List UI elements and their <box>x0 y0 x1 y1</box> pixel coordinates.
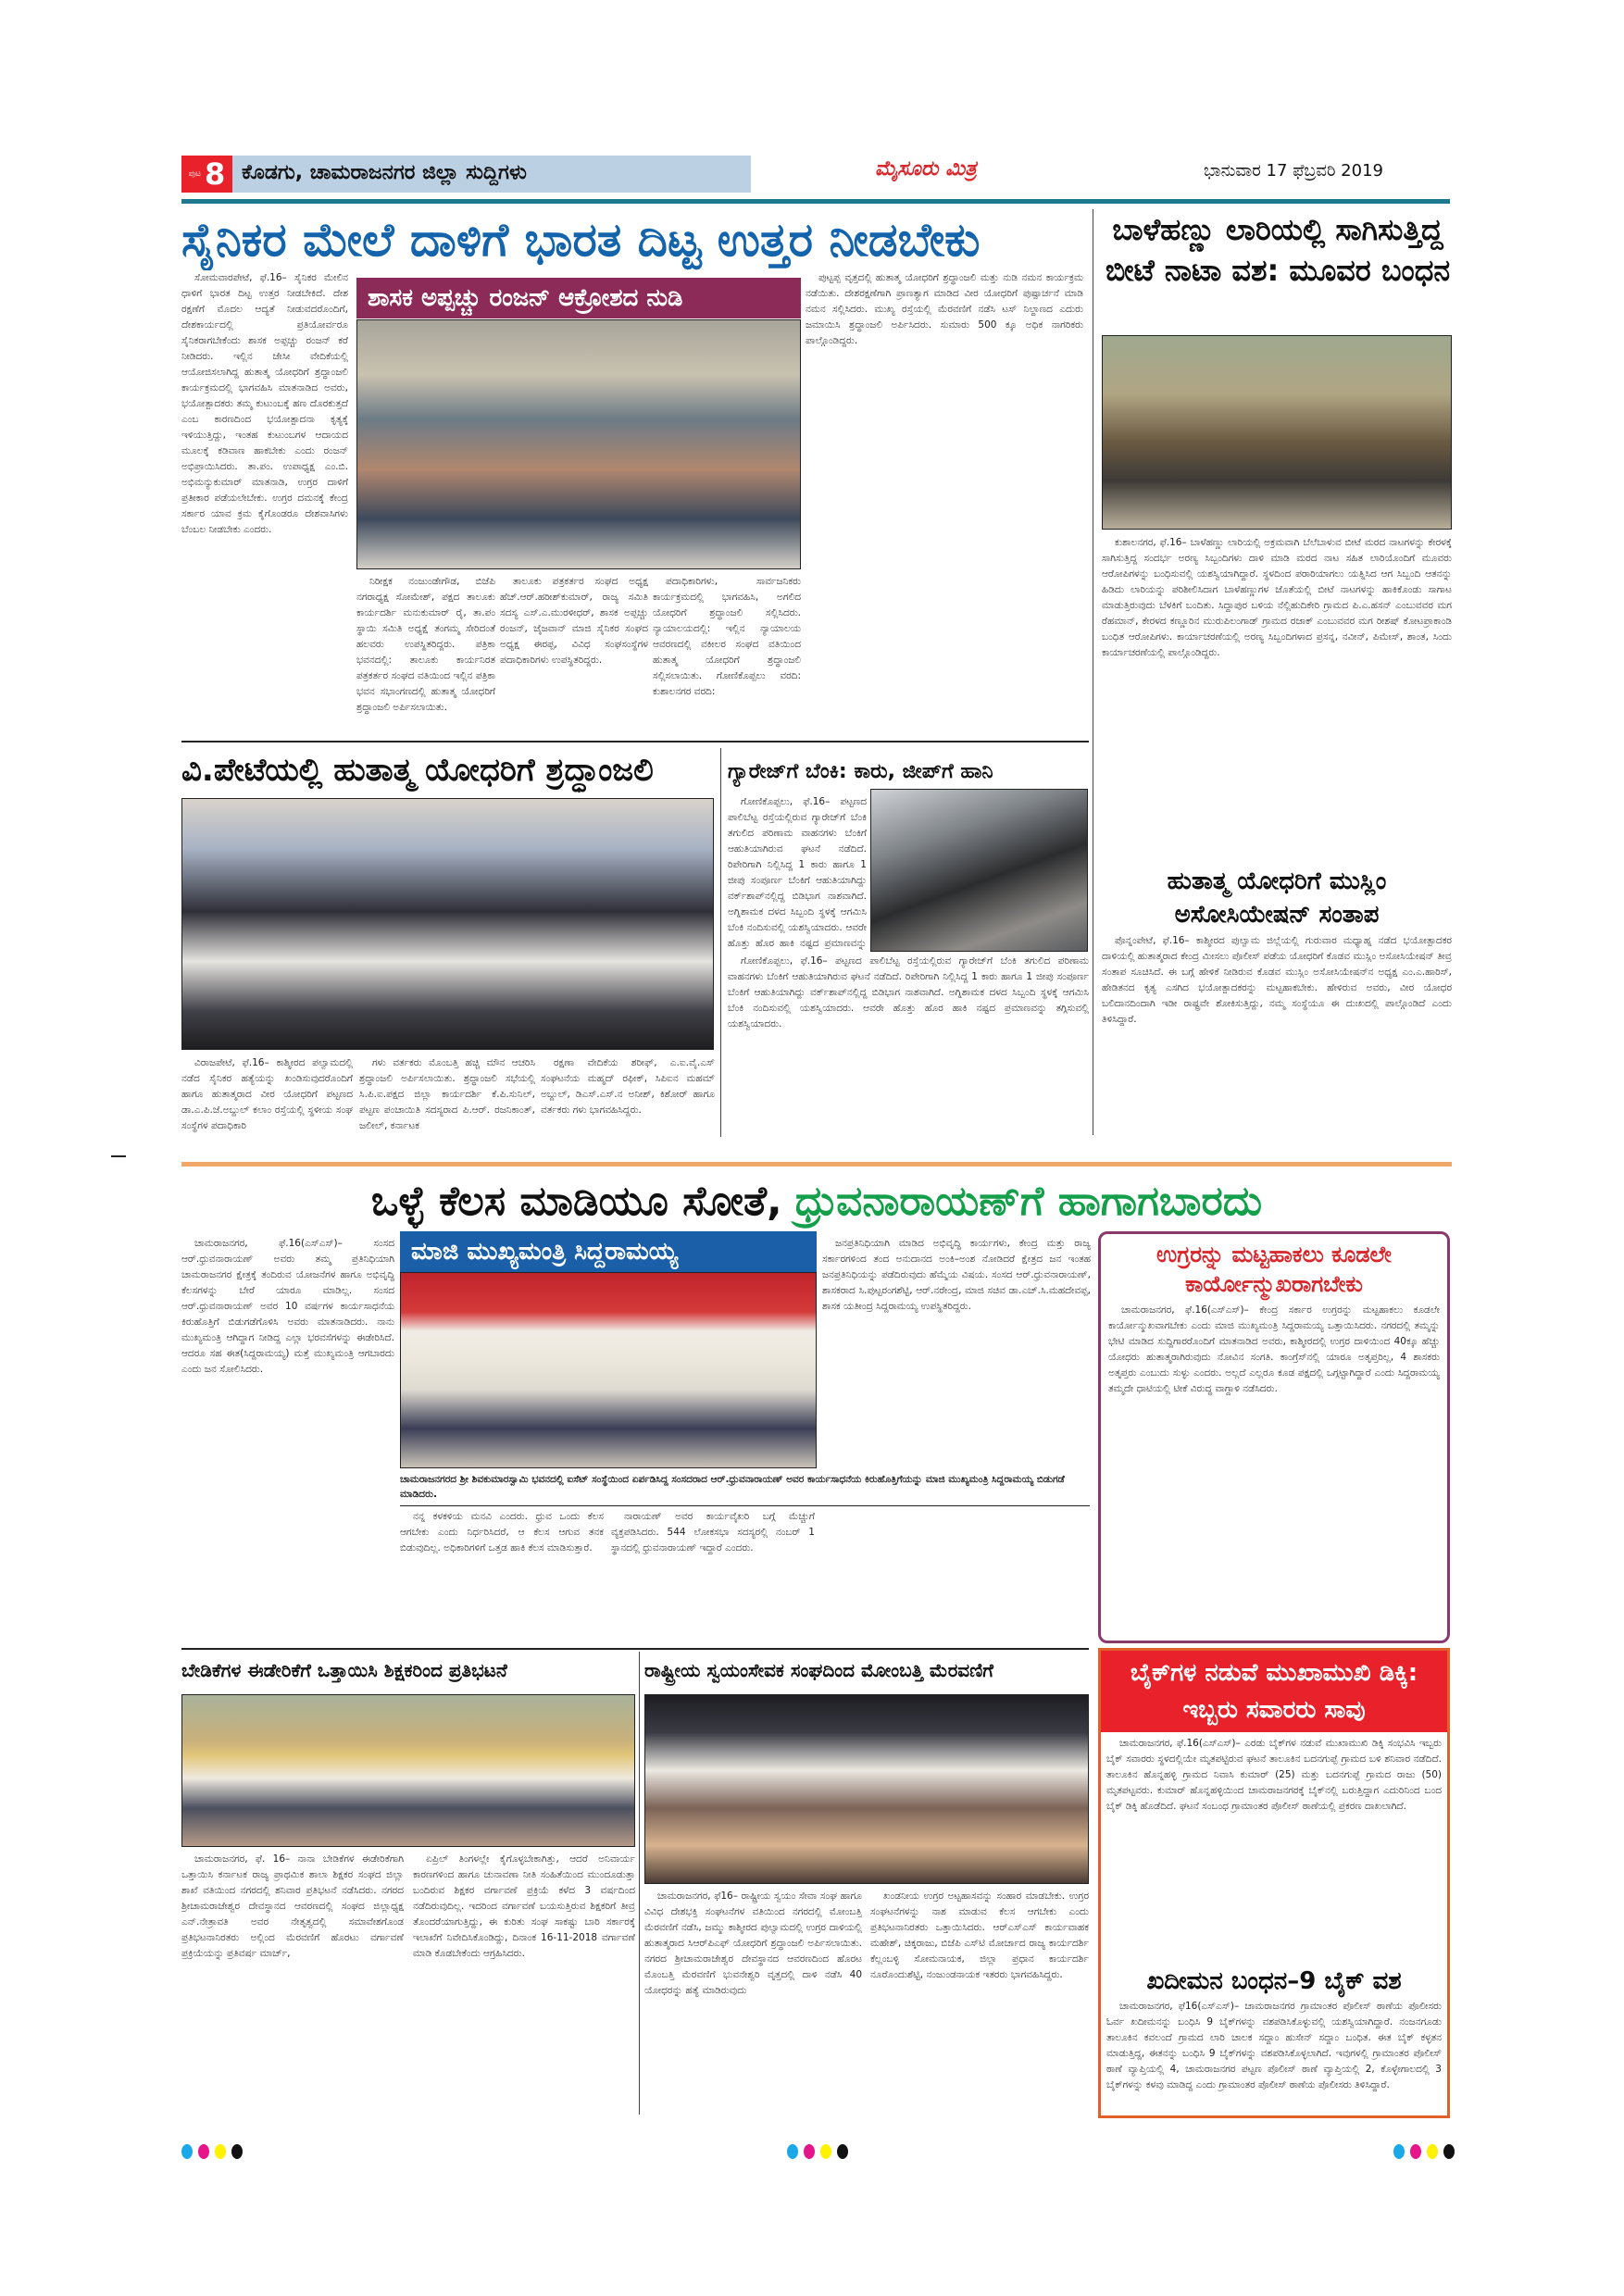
registration-dot-black <box>231 2144 243 2159</box>
story-dhruvanarayan-col4: ಜನಪ್ರತಿನಿಧಿಯಾಗಿ ಮಾಡಿದ ಅಭಿವೃದ್ಧಿ ಕಾರ್ಯಗಳು, ಕೇಂದ್ರ ಮತ್ತು ರಾಜ್ಯ ಸರ್ಕಾರಗಳಿಂದ ತಂದ ಅನುದಾನದ ಅಂಕಿ–ಅಂಶ ನೋಡಿದರೆ ಕ್ಷೇತ್ರದ ಜನ ಇಂತಹ ಜನಪ್ರತಿನಿಧಿಯನ್ನು ಪಡೆದಿರುವುದು ಹೆಮ್ಮೆಯ ವಿಷಯ. ಸಂಸದ ಆರ್.ಧ್ರುವನಾರಾಯಣ್, ಶಾಸಕರಾದ ಸಿ.ಪುಟ್ಟರಂಗಶೆಟ್ಟಿ, ಆರ್.ನರೇಂದ್ರ, ಮಾಜಿ ಸಚಿವ ಡಾ.ಎಚ್.ಸಿ.ಮಹದೇವಪ್ಪ, ಶಾಸಕ ಯತೀಂದ್ರ ಸಿದ್ದರಾಮಯ್ಯ ಉಪಸ್ಥಿತರಿದ್ದರು. <box>822 1238 1091 1312</box>
headline-part-black: ಒಳ್ಳೆ ಕೆಲಸ ಮಾಡಿಯೂ ಸೋತೆ, <box>370 1178 782 1225</box>
section-rule <box>181 741 1089 742</box>
story-soldiers-col3: ತಾಲೂಕು ಪತ್ರಕರ್ತರ ಸಂಘದ ಅಧ್ಯಕ್ಷ ಹೆಚ್.ಆರ್.ಹರೀಶ್‌ಕುಮಾರ್, ರಾಜ್ಯ ಸಮಿತಿ ಸದಸ್ಯ ಎಸ್.ಎ.ಮುರಳೀಧರ್, ಶಾಸಕ ಅಪ್ಪಚ್ಚು ರಂಜನ್, ಜೈಜವಾನ್ ಮಾಜಿ ಸೈನಿಕರ ಸಂಘದ ಅಧ್ಯಕ್ಷ ಈರಪ್ಪ, ವಿವಿಧ ಸಂಘಸಂಸ್ಥೆಗಳ ಪದಾಧಿಕಾರಿಗಳು ಉಪಸ್ಥಿತರಿದ್ದರು. <box>500 576 648 666</box>
registration-marks-center <box>787 2144 848 2159</box>
registration-dot-black <box>837 2144 848 2159</box>
registration-dot-black <box>1443 2144 1455 2159</box>
story-soldiers-col1: ಸೋಮವಾರಪೇಟೆ, ಫೆ.16– ಸೈನಿಕರ ಮೇಲಿನ ಧಾಳಿಗೆ ಭಾರತ ದಿಟ್ಟ ಉತ್ತರ ನೀಡಬೇಕಿದೆ. ದೇಶ ರಕ್ಷಣೆಗೆ ಮೊದಲ ಆದ್ಯತೆ ನೀಡುವದರೊಂದಿಗೆ, ದೇಶಕಾರ್ಯದಲ್ಲಿ ಪ್ರತಿಯೋರ್ವರೂ ಸೈನಿಕರಾಗಬೇಕೆಂದು ಶಾಸಕ ಅಪ್ಪಚ್ಚು ರಂಜನ್ ಕರೆ ನೀಡಿದರು. ಇಲ್ಲಿನ ಜೇಸೀ ವೇದಿಕೆಯಲ್ಲಿ ಆಯೋಜಿಸಲಾಗಿದ್ದ ಹುತಾತ್ಮ ಯೋಧರಿಗೆ ಶ್ರದ್ಧಾಂಜಲಿ ಕಾರ್ಯಕ್ರಮದಲ್ಲಿ ಭಾಗವಹಿಸಿ ಮಾತನಾಡಿದ ಅವರು, ಭಯೋತ್ಪಾದಕರು ತಮ್ಮ ಕುಟುಂಬಕ್ಕೆ ಹಣ ದೊರಕುತ್ತದೆ ಎಂಬ ಕಾರಣದಿಂದ ಭಯೋತ್ಪಾದನಾ ಕೃತ್ಯಕ್ಕೆ ಇಳಿಯುತ್ತಿದ್ದು, ಇಂತಹ ಕುಟುಂಬಗಳ ಆದಾಯದ ಮೂಲಕ್ಕೆ ಕಡಿವಾಣ ಹಾಕಬೇಕು ಎಂದು ರಂಜನ್ ಅಭಿಪ್ರಾಯಿಸಿದರು. ತಾ.ಪಂ. ಉಪಾಧ್ಯಕ್ಷ ಎಂ.ಬಿ. ಅಭಿಮನ್ಯುಕುಮಾರ್ ಮಾತನಾಡಿ, ಉಗ್ರರ ದಾಳಿಗೆ ಪ್ರತೀಕಾರ ಪಡೆಯಲೇಬೇಕು. ಉಗ್ರರ ದಮನಕ್ಕೆ ಕೇಂದ್ರ ಸರ್ಕಾರ ಯಾವ ಕ್ರಮ ಕೈಗೊಂಡರೂ ದೇಶವಾಸಿಗಳು ಬೆಂಬಲ ನೀಡಬೇಕು ಎಂದರು. <box>181 272 348 535</box>
registration-dot-cyan <box>181 2144 193 2159</box>
story-vpet-col1: ವಿರಾಜಪೇಟೆ, ಫೆ.16– ಕಾಶ್ಮೀರದ ಪಲ್ವಾಮದಲ್ಲಿ ನಡೆದ ಸೈನಿಕರ ಹತ್ಯೆಯನ್ನು ಖಂಡಿಸುವುದರೊಂದಿಗೆ ಹಾಗೂ ಹುತಾತ್ಮರಾದ ವೀರ ಯೋಧರಿಗೆ ಪಟ್ಟಣದ ಡಾ.ಎ.ಪಿ.ಜೆ.ಅಬ್ದುಲ್ ಕಲಾಂ ರಸ್ತೆಯಲ್ಲಿ ಸ್ಥಳೀಯ ಸಂಘ ಸಂಸ್ಥೆಗಳ ಪದಾಧಿಕಾರಿ <box>181 1057 353 1131</box>
story-vpet-col2: ಗಳು ವರ್ತಕರು ಮೊಂಬತ್ತಿ ಹಚ್ಚಿ ಮೌನ ಆಚರಿಸಿ ಶ್ರದ್ಧಾಂಜಲಿ ಅರ್ಪಿಸಲಾಯಿತು. ಶ್ರದ್ಧಾಂಜಲಿ ಸಭೆಯಲ್ಲಿ ಸಿ.ಪಿ.ಐ.ಪಕ್ಷದ ಜಿಲ್ಲಾ ಕಾರ್ಯದರ್ಶಿ ಕೆ.ಪಿ.ಸುನಿಲ್, ಪಟ್ಟಣ ಪಂಚಾಯಿತಿ ಸದಸ್ಯರಾದ ಪಿ.ಆರ್. ರಜನಿಕಾಂತ್, ಜಲೀಲ್, ಕರ್ನಾಟಕ <box>359 1057 535 1131</box>
registration-dot-magenta <box>198 2144 209 2159</box>
story-banana-lorry-body: ಕುಶಾಲನಗರ, ಫೆ.16– ಬಾಳೆಹಣ್ಣು ಲಾರಿಯಲ್ಲಿ ಅಕ್ರಮವಾಗಿ ಬೆಲೆಬಾಳುವ ಬೀಟೆ ಮರದ ನಾಟಗಳನ್ನು ಕೇರಳಕ್ಕೆ ಸಾಗಿಸುತ್ತಿದ್ದ ಸಂದರ್ಭ ಅರಣ್ಯ ಸಿಬ್ಬಂದಿಗಳು ದಾಳಿ ಮಾಡಿ ಮರದ ನಾಟ ಸಹಿತ ಲಾರಿಯೊಂದಿಗೆ ಮೂವರು ಆರೋಪಿಗಳನ್ನು ಬಂಧಿಸುವಲ್ಲಿ ಯಶಸ್ವಿಯಾಗಿದ್ದಾರೆ. ಸ್ಥಳದಿಂದ ಪರಾರಿಯಾಗಲು ಯತ್ನಿಸಿದ ಆಗ ಸಿಬ್ಬಂದಿ ಆತನನ್ನು ಹಿಡಿದು ಲಾರಿಯನ್ನು ಪರಿಶೀಲಿಸಿದಾಗ ಬಾಳೆಹಣ್ಣುಗಳ ಜೊತೆಯಲ್ಲಿ ಬೀಟೆ ನಾಟಗಳನ್ನು ಹಾಕಿಕೊಂಡು ಸಾಗಾಟ ಮಾಡುತ್ತಿರುವುದು ಬೆಳಕಿಗೆ ಬಂದಿತು. ಸಿದ್ದಾಪುರ ಬಳಿಯ ನೆಲ್ಲಿಹುದಿಕೇರಿ ಗ್ರಾಮದ ಪಿ.ಎ.ಹಸನ್ ಎಂಬುವವರ ಮಗ ರೆಹಮಾನ್, ಕೇರಳದ ಕಣ್ಣೂರಿನ ಮುರುಪಿಲಂಗಾಡ್ ಗ್ರಾಮದ ರಜಾಕ್ ಎಂಬುವವರ ಮಗ ರೀಶಷ್ ಕೋಟಪ್ರಾಕಾಂಡಿ ಬಂಧಿತ ಆರೋಪಿಗಳು. ಕಾರ್ಯಾಚರಣೆಯಲ್ಲಿ ಅರಣ್ಯ ಸಿಬ್ಬಂದಿಗಳಾದ ಪ್ರಸನ್ನ, ನವೀನ್, ಪಿಮೇಸ್, ಶಾಂತ, ಸಿಂದು ಕಾರ್ಯಾಚರಣೆಯಲ್ಲಿ ಪಾಲ್ಗೊಂಡಿದ್ದರು. <box>1102 537 1452 658</box>
registration-dot-yellow <box>820 2144 831 2159</box>
registration-marks-right <box>1393 2144 1455 2159</box>
story-garage-fire-body: ಗೋಣಿಕೊಪ್ಪಲು, ಫೆ.16– ಪಟ್ಟಣದ ಪಾಲಿಬೆಟ್ಟ ರಸ್ತೆಯಲ್ಲಿರುವ ಗ್ಯಾರೇಜ್‌ಗೆ ಬೆಂಕಿ ತಗುಲಿದ ಪರಿಣಾಮ ವಾಹನಗಳು ಬೆಂಕಿಗೆ ಆಹುತಿಯಾಗಿರುವ ಘಟನೆ ನಡೆದಿದೆ. ರಿಪೇರಿಗಾಗಿ ನಿಲ್ಲಿಸಿದ್ದ 1 ಕಾರು ಹಾಗೂ 1 ಜೀಪು ಸಂಪೂರ್ಣ ಬೆಂಕಿಗೆ ಆಹುತಿಯಾಗಿದ್ದು ವರ್ಕ್‌ಶಾಪ್‌ನಲ್ಲಿದ್ದ ಬಿಡಿಭಾಗ ನಾಶವಾಗಿದೆ. ಅಗ್ನಿಶಾಮಕ ದಳದ ಸಿಬ್ಬಂದಿ ಸ್ಥಳಕ್ಕೆ ಆಗಮಿಸಿ ಬೆಂಕಿ ನಂದಿಸುವಲ್ಲಿ ಯಶಸ್ವಿಯಾದರು. ಆವರೇ ಹೊತ್ತು ಹೊರ ಹಾಕಿ ನಷ್ಟದ ಪ್ರಮಾಣವನ್ನು <box>728 796 867 949</box>
banner-siddaramaiah: ಮಾಜಿ ಮುಖ್ಯಮಂತ್ರಿ ಸಿದ್ದರಾಮಯ್ಯ <box>400 1231 817 1272</box>
page-number-badge <box>181 156 232 193</box>
registration-dot-cyan <box>1393 2144 1405 2159</box>
headline-muslim-association: ಹುತಾತ್ಮ ಯೋಧರಿಗೆ ಮುಸ್ಲಿಂ ಅಸೋಸಿಯೇಷನ್ ಸಂತಾಪ <box>1167 867 1387 929</box>
headline-part-green: ಧ್ರುವನಾರಾಯಣ್‌ಗೆ ಹಾಗಾಗಬಾರದು <box>794 1178 1263 1225</box>
headline-terrorists: ಉಗ್ರರನ್ನು ಮಟ್ಟಹಾಕಲು ಕೂಡಲೇ ಕಾರ್ಯೋನ್ಮುಖರಾಗಬೇಕು <box>1156 1242 1392 1297</box>
photo-caption-booklet-release: ಚಾಮರಾಜನಗರದ ಶ್ರೀ ಶಿವಕುಮಾರಸ್ವಾಮಿ ಭವನದಲ್ಲಿ ಐಸೆಟ್ ಸಂಸ್ಥೆಯಿಂದ ಏರ್ಪಡಿಸಿದ್ದ ಸಂಸದರಾದ ಆರ್.ಧ್ರುವನಾರಾಯಣ್ ಅವರ ಕಾರ್ಯಸಾಧನೆಯ ಕಿರುಹೊತ್ತಿಗೆಯನ್ನು ಮಾಜಿ ಮುಖ್ಯಮಂತ್ರಿ ಸಿದ್ದರಾಮಯ್ಯ ಬಿಡುಗಡೆ ಮಾಡಿದರು. <box>400 1474 1065 1500</box>
headline-soldiers: ಸೈನಿಕರ ಮೇಲೆ ದಾಳಿಗೆ ಭಾರತ ದಿಟ್ಟ ಉತ್ತರ ನೀಡಬೇಕು <box>181 213 981 267</box>
column-divider <box>720 748 721 1137</box>
story-dhruvanarayan-col2: ನನ್ನ ಕಳಕಳಿಯ ಮನವಿ ಎಂದರು. ಧ್ರುವ ಒಂದು ಕೆಲಸ ಆಗಬೇಕು ಎಂದು ನಿರ್ಧರಿಸಿದರೆ, ಆ ಕೆಲಸ ಆಗುವ ತನಕ ಬಿಡುವುದಿಲ್ಲ. ಅಧಿಕಾರಿಗಳಿಗೆ ಒತ್ತಡ ಹಾಕಿ ಕೆಲಸ ಮಾಡಿಸುತ್ತಾರೆ. <box>400 1511 604 1554</box>
registration-dot-magenta <box>804 2144 815 2159</box>
headline-teachers-protest: ಬೇಡಿಕೆಗಳ ಈಡೇರಿಕೆಗೆ ಒತ್ತಾಯಿಸಿ ಶಿಕ್ಷಕರಿಂದ ಪ್ರತಿಭಟನೆ <box>181 1659 507 1681</box>
story-rss-col2: ಖಂಡನೀಯ ಉಗ್ರರ ಅಟ್ಟಹಾಸವನ್ನು ಸಂಹಾರ ಮಾಡಬೇಕು. ಉಗ್ರರ ಸಂಘಟನೆಗಳನ್ನು ನಾಶ ಮಾಡುವ ಕೆಲಸ ಆಗಬೇಕು ಎಂದು ಪ್ರತಿಭಟನಾನಿರತರು ಒತ್ತಾಯಿಸಿದರು. ಆರ್‌ಎಸ್‌ಎಸ್ ಕಾರ್ಯವಾಹಕ ಮಹೇಶ್, ಚಿಕ್ಕರಾಜು, ಬಿಜೆಪಿ ಎಸ್‌ಟಿ ಮೋರ್ಚಾದ ರಾಜ್ಯ ಕಾರ್ಯದರ್ಶಿ ಕೆಲ್ಲಂಬಳ್ಳಿ ಸೋಮನಾಯಕ, ಜಿಲ್ಲಾ ಪ್ರಧಾನ ಕಾರ್ಯದರ್ಶಿ ನೂರೊಂದುಶೆಟ್ಟಿ, ನಂಜುಂಡನಾಯಕ ಇತರರು ಭಾಗವಹಿಸಿದ್ದರು. <box>870 1890 1089 1980</box>
box-bike-news <box>1098 1648 1450 2118</box>
column-divider <box>639 1652 640 2115</box>
photo-booklet-release-stage <box>400 1272 817 1468</box>
story-teachers-col1: ಚಾಮರಾಜನಗರ, ಫೆ. 16– ನಾನಾ ಬೇಡಿಕೆಗಳ ಈಡೇರಿಕೆಗಾಗಿ ಒತ್ತಾಯಿಸಿ ಕರ್ನಾಟಕ ರಾಜ್ಯ ಪ್ರಾಥಮಿಕ ಶಾಲಾ ಶಿಕ್ಷಕರ ಸಂಘದ ಜಿಲ್ಲಾ ಶಾಖೆ ವತಿಯಿಂದ ನಗರದಲ್ಲಿ ಶನಿವಾರ ಪ್ರತಿಭಟನೆ ನಡೆಸಿದರು. ನಗರದ ಶ್ರೀಚಾಮರಾಜೇಶ್ವರ ದೇವಸ್ಥಾನದ ಆವರಣದಲ್ಲಿ ಸಂಘದ ಜಿಲ್ಲಾಧ್ಯಕ್ಷ ಎನ್.ನೇತ್ರಾವತಿ ಅವರ ನೇತೃತ್ವದಲ್ಲಿ ಸಮಾವೇಶಗೊಂಡ ಪ್ರತಿಭಟನಾನಿರತರು ಅಲ್ಲಿಂದ ಮೆರವಣಿಗೆ ಹೊರಟು ವರ್ಗಾವಣೆ ಪ್ರಕ್ರಿಯೆಯನ್ನು ಪ್ರತಿವರ್ಷ ಮಾರ್ಚ್, <box>181 1853 404 1959</box>
registration-marks-left <box>181 2144 243 2159</box>
registration-dot-magenta <box>1410 2144 1421 2159</box>
headline-dhruvanarayan <box>181 1172 1452 1231</box>
headline-rss-candle-march: ರಾಷ್ಟ್ರೀಯ ಸ್ವಯಂಸೇವಕ ಸಂಘದಿಂದ ಮೋಂಬತ್ತಿ ಮೆರವಣಿಗೆ <box>644 1659 993 1681</box>
headline-banana-lorry: ಬಾಳೆಹಣ್ಣು ಲಾರಿಯಲ್ಲಿ ಸಾಗಿಸುತ್ತಿದ್ದ ಬೀಟೆ ನಾಟಾ ವಶ: ಮೂವರ ಬಂಧನ <box>1105 212 1451 288</box>
newspaper-logo: ಮೈಸೂರು ಮಿತ್ರ <box>875 157 977 181</box>
story-soldiers-col2: ನಿರೀಕ್ಷಕ ನಂಜುಂಡೇಗೌಡ, ಬಿಜೆಪಿ ನಗರಾಧ್ಯಕ್ಷ ಸೋಮೇಶ್, ಪಕ್ಷದ ತಾಲೂಕು ಕಾರ್ಯದರ್ಶಿ ಮನುಕುಮಾರ್ ರೈ, ತಾ.ಪಂ ಸ್ಥಾಯಿ ಸಮಿತಿ ಅಧ್ಯಕ್ಷೆ ತಂಗಮ್ಮ ಸೇರಿದಂತೆ ಹಲವರು ಉಪಸ್ಥಿತರಿದ್ದರು. ಪತ್ರಿಕಾ ಭವನದಲ್ಲಿ: ತಾಲೂಕು ಕಾರ್ಯನಿರತ ಪತ್ರಕರ್ತರ ಸಂಘದ ವತಿಯಿಂದ ಇಲ್ಲಿನ ಪತ್ರಿಕಾ ಭವನ ಸಭಾಂಗಣದಲ್ಲಿ ಹುತಾತ್ಮ ಯೋಧರಿಗೆ ಶ್ರದ್ಧಾಂಜಲಿ ಅರ್ಪಿಸಲಾಯಿತು. <box>356 576 495 713</box>
registration-dot-cyan <box>787 2144 798 2159</box>
headline-bike-theft: ಖದೀಮನ ಬಂಧನ–9 ಬೈಕ್ ವಶ <box>1146 1967 1402 1995</box>
story-terrorists-body: ಚಾಮರಾಜನಗರ, ಫೆ.16(ಎಸ್‌ಎಸ್)– ಕೇಂದ್ರ ಸರ್ಕಾರ ಉಗ್ರರನ್ನು ಮಟ್ಟಹಾಕಲು ಕೂಡಲೇ ಕಾರ್ಯೋನ್ಮುಖವಾಗಬೇಕು ಎಂದು ಮಾಜಿ ಮುಖ್ಯಮಂತ್ರಿ ಸಿದ್ದರಾಮಯ್ಯ ಒತ್ತಾಯಿಸಿದರು. ನಗರದಲ್ಲಿ ತಮ್ಮನ್ನು ಭೇಟಿ ಮಾಡಿದ ಸುದ್ದಿಗಾರರೊಂದಿಗೆ ಮಾತನಾಡಿದ ಅವರು, ಕಾಶ್ಮೀರದಲ್ಲಿ ಉಗ್ರರ ದಾಳಿಯಿಂದ 40ಕ್ಕೂ ಹೆಚ್ಚು ಯೋಧರು ಹುತಾತ್ಮರಾಗಿರುವುದು ನೋವಿನ ಸಂಗತಿ. ಕಾಂಗ್ರೆಸ್‌ನಲ್ಲಿ ಯಾರೂ ಅತೃಪ್ತರಿಲ್ಲ, 4 ಶಾಸಕರು ಅತೃಪ್ತರು ಎಂಬುದು ಸುಳ್ಳು ಎಂದರು. ಅಲ್ಲದೆ ಎಲ್ಲರೂ ಕೂಡ ಪಕ್ಷದಲ್ಲಿ ಒಗ್ಗಟ್ಟಾಗಿದ್ದಾರೆ ಎಂದು ಸಿದ್ದರಾಮಯ್ಯ ತಮ್ಮದೇ ಧಾಟಿಯಲ್ಲಿ ಟೀಕೆ ವಿರುದ್ಧ ವಾಗ್ದಾಳಿ ನಡೆಸಿದರು. <box>1108 1304 1440 1394</box>
issue-date: ಭಾನುವಾರ 17 ಫೆಬ್ರವರಿ 2019 <box>1204 161 1383 181</box>
story-bike-theft-body: ಚಾಮರಾಜನಗರ, ಫೆ16(ಎಸ್‌ಎಸ್)– ಚಾಮರಾಜನಗರ ಗ್ರಾಮಾಂತರ ಪೊಲೀಸ್ ಠಾಣೆಯ ಪೊಲೀಸರು ಓರ್ವ ಖದೀಮನನ್ನು ಬಂಧಿಸಿ 9 ಬೈಕ್‌ಗಳನ್ನು ವಶಪಡಿಸಿಕೊಳ್ಳುವಲ್ಲಿ ಯಶಸ್ವಿಯಾಗಿದ್ದಾರೆ. ನಂಜನಗೂಡು ತಾಲೂಕಿನ ಕವಲಂದೆ ಗ್ರಾಮದ ಲಾರಿ ಚಾಲಕ ಸದ್ದಾಂ ಹುಸೇನ್ ಸದ್ದಾಂ ಬಂಧಿತ. ಈತ ಬೈಕ್ ಕಳ್ಳತನ ಮಾಡುತ್ತಿದ್ದ, ಈತನನ್ನು ಬಂಧಿಸಿ 9 ಬೈಕ್‌ಗಳನ್ನು ವಶಪಡಿಸಿಕೊಳ್ಳಲಾಗಿದೆ. ಇವುಗಳಲ್ಲಿ ಗ್ರಾಮಾಂತರ ಪೊಲೀಸ್ ಠಾಣೆ ವ್ಯಾಪ್ತಿಯಲ್ಲಿ 4, ಚಾಮರಾಜನಗರ ಪಟ್ಟಣ ಪೊಲೀಸ್ ಠಾಣೆ ವ್ಯಾಪ್ತಿಯಲ್ಲಿ 2, ಕೊಳ್ಳೇಗಾಲದಲ್ಲಿ 3 ಬೈಕ್‌ಗಳನ್ನು ಕಳವು ಮಾಡಿದ್ದ ಎಂದು ಗ್ರಾಮಾಂತರ ಪೊಲೀಸ್ ಠಾಣೆಯ ಪೊಲೀಸರು ತಿಳಿಸಿದ್ದಾರೆ. <box>1106 2001 1442 2090</box>
page-number: 8 <box>204 156 226 192</box>
story-vpet-col3: ರಕ್ಷಣಾ ವೇದಿಕೆಯ ಶರೀಫ್, ಎ.ಐ.ವೈ.ಎಸ್ ಸಂಘಟನೆಯ ಮಹ್ಮದ್ ರಫೀಕ್, ಸಿಪಿಐನ ಮಹಮ್ ಅಬ್ದುಲ್, ಡಿಎಸ್.ಎಸ್.ನ ಅನೀಶ್, ಕಿಶೋರ್ ಹಾಗೂ ವರ್ತಕರು ಗಳು ಭಾಗವಹಿಸಿದ್ದರು. <box>541 1057 715 1116</box>
headline-vpet-tribute: ವಿ.ಪೇಟೆಯಲ್ಲಿ ಹುತಾತ್ಮ ಯೋಧರಿಗೆ ಶ್ರದ್ಧಾಂಜಲಿ <box>181 752 654 789</box>
photo-garage-fire-smoke <box>870 789 1088 952</box>
section-title: ಕೊಡಗು, ಚಾಮರಾಜನಗರ ಜಿಲ್ಲಾ ಸುದ್ದಿಗಳು <box>232 156 751 193</box>
banner-soldiers: ಶಾಸಕ ಅಪ್ಪಚ್ಚು ರಂಜನ್ ಆಕ್ರೋಶದ ನುಡಿ <box>356 278 801 318</box>
story-dhruvanarayan-col1: ಚಾಮರಾಜನಗರ, ಫೆ.16(ಎಸ್‌ಎಸ್)– ಸಂಸದ ಆರ್.ಧ್ರುವನಾರಾಯಣ್ ಅವರು ತಮ್ಮ ಪ್ರತಿನಿಧಿಯಾಗಿ ಚಾಮರಾಜನಗರ ಕ್ಷೇತ್ರಕ್ಕೆ ತಂದಿರುವ ಯೋಜನೆಗಳ ಹಾಗೂ ಅಭಿವೃದ್ಧಿ ಕೆಲಸಗಳನ್ನು ಬೇರೆ ಯಾರೂ ಮಾಡಿಲ್ಲ. ಸಂಸದ ಆರ್.ಧ್ರುವನಾರಾಯಣ್ ಅವರ 10 ವರ್ಷಗಳ ಕಾರ್ಯಸಾಧನೆಯ ಕಿರುಹೊತ್ತಿಗೆ ಬಿಡುಗಡೆಗೊಳಿಸಿ ಅವರು ಮಾತನಾಡಿದರು. ನಾನು ಮುಖ್ಯಮಂತ್ರಿ ಆಗಿದ್ದಾಗ ನೀಡಿದ್ದ ಎಲ್ಲಾ ಭರವಸೆಗಳನ್ನು ಈಡೇರಿಸಿದೆ. ಆದರೂ ಸಹ ಈತ(ಸಿದ್ದರಾಮಯ್ಯ) ಮತ್ತೆ ಮುಖ್ಯಮಂತ್ರಿ ಆಗಬಾರದು ಎಂದು ಜನ ಸೋಲಿಸಿದರು. <box>181 1238 394 1375</box>
photo-rss-candle-march <box>644 1694 1089 1884</box>
headline-garage-fire: ಗ್ಯಾರೇಜ್‌ಗೆ ಬೆಂಕಿ: ಕಾರು, ಜೀಪ್‌ಗೆ ಹಾನಿ <box>728 760 993 783</box>
story-teachers-col2: ಏಪ್ರಿಲ್ ತಿಂಗಳಲ್ಲೇ ಕೈಗೊಳ್ಳಬೇಕಾಗಿತ್ತು, ಆದರೆ ಅನಿವಾರ್ಯ ಕಾರಣಗಳಿಂದ ಹಾಗೂ ಚುನಾವಣಾ ನೀತಿ ಸಂಹಿತೆಯಿಂದ ಮುಂದೂಡುತ್ತಾ ಬಂದಿರುವ ಶಿಕ್ಷಕರ ವರ್ಗಾವಣೆ ಪ್ರಕ್ರಿಯೆ ಕಳೆದ 3 ವರ್ಷದಿಂದ ನಡೆದಿರುವುದಿಲ್ಲ. ಇದರಿಂದ ವರ್ಗಾವಣೆ ಬಯಸುತ್ತಿರುವ ಶಿಕ್ಷಕರಿಗೆ ತೀವ್ರ ತೊಂದರೆಯಾಗುತ್ತಿದ್ದು, ಈ ಕುರಿತು ಸಂಘ ಸಾಕಷ್ಟು ಬಾರಿ ಸರ್ಕಾರಕ್ಕೆ ಇಲಾಖೆಗೆ ನಿವೇದಿಸಿಕೊಂಡಿದ್ದು, ದಿನಾಂಕ 16-11-2018 ವರ್ಗಾವಣೆ ಮಾಡಿ ಕೊಡಬೇಕೆಂದು ಆಗ್ರಹಿಸಿದರು. <box>413 1853 635 1959</box>
story-rss-col1: ಚಾಮರಾಜನಗರ, ಫೆ16– ರಾಷ್ಟ್ರೀಯ ಸ್ವಯಂ ಸೇವಾ ಸಂಘ ಹಾಗೂ ವಿವಿಧ ದೇಶಭಕ್ತಿ ಸಂಘಟನೆಗಳ ವತಿಯಿಂದ ನಗರದಲ್ಲಿ ಮೋಂಬತ್ತಿ ಮೆರವಣಿಗೆ ನಡೆಸಿ, ಜಮ್ಮು ಕಾಶ್ಮೀರದ ಪುಲ್ವಾಮದಲ್ಲಿ ಉಗ್ರರ ದಾಳಿಯಲ್ಲಿ ಹುತಾತ್ಮರಾದ ಸಿಆರ್‌ಪಿಎಫ್ ಯೋಧರಿಗೆ ಶ್ರದ್ಧಾಂಜಲಿ ಅರ್ಪಿಸಲಾಯಿತು. ನಗರದ ಶ್ರೀಚಾಮರಾಜೇಶ್ವರ ದೇವಸ್ಥಾನದ ಆವರಣದಿಂದ ಹೊರಟ ಮೊಂಬತ್ತಿ ಮೆರವಣಿಗೆ ಭುವನೇಶ್ವರಿ ವೃತ್ತದಲ್ಲಿ ದಾಳಿ ನಡೆಸಿ 40 ಯೋಧರನ್ನು ಹತ್ಯೆ ಮಾಡಿರುವುದು <box>644 1890 862 1996</box>
section-divider-orange <box>181 1162 1452 1167</box>
header-rule <box>181 199 1450 204</box>
photo-seized-lorry-arrested <box>1102 335 1452 530</box>
registration-dot-yellow <box>215 2144 226 2159</box>
registration-dot-yellow <box>1427 2144 1438 2159</box>
photo-soldiers-tribute-crowd <box>356 319 801 569</box>
story-muslim-association-body: ಪೊನ್ನಂಪೇಟೆ, ಫೆ.16– ಕಾಶ್ಮೀರದ ಪುಲ್ವಾಮ ಜಿಲ್ಲೆಯಲ್ಲಿ ಗುರುವಾರ ಮಧ್ಯಾಹ್ನ ನಡೆದ ಭಯೋತ್ಪಾದಕರ ದಾಳಿಯಲ್ಲಿ ಹುತಾತ್ಮರಾದ ಕೇಂದ್ರ ಮೀಸಲು ಪೊಲೀಸ್ ಪಡೆಯ ಯೋಧರಿಗೆ ಕೊಡವ ಮುಸ್ಲಿಂ ಅಸೋಸಿಯೇಷನ್ ತೀವ್ರ ಸಂತಾಪ ಸೂಚಿಸಿದೆ. ಈ ಬಗ್ಗೆ ಹೇಳಿಕೆ ನೀಡಿರುವ ಕೊಡವ ಮುಸ್ಲಿಂ ಅಸೋಸಿಯೇಷನ್‌ನ ಅಧ್ಯಕ್ಷ ಎಂ.ಎ.ಹಾರಿಸ್, ಹೇಡಿತನದ ಕೃತ್ಯ ಎಸಗಿದ ಭಯೋತ್ಪಾದಕರನ್ನು ಮಟ್ಟಹಾಕಬೇಕು. ಹೇಳಿರುವ ಅವರು, ವೀರ ಯೋಧರ ಬಲಿದಾನದಿಂದಾಗಿ ಇಡೀ ರಾಷ್ಟ್ರವೇ ಶೋಕಿಸುತ್ತಿದ್ದು, ನಮ್ಮ ಸಂಸ್ಥೆಯೂ ಈ ದುಃಖದಲ್ಲಿ ಪಾಲ್ಗೊಂಡಿದೆ ಎಂದು ತಿಳಿಸಿದ್ದಾರೆ. <box>1102 935 1452 1025</box>
headline-bike-collision: ಬೈಕ್‌ಗಳ ನಡುವೆ ಮುಖಾಮುಖಿ ಡಿಕ್ಕಿ: ಇಬ್ಬರು ಸವಾರರು ಸಾವು <box>1101 1651 1447 1732</box>
story-garage-fire-body-cont: ಗೋಣಿಕೊಪ್ಪಲು, ಫೆ.16– ಪಟ್ಟಣದ ಪಾಲಿಬೆಟ್ಟ ರಸ್ತೆಯಲ್ಲಿರುವ ಗ್ಯಾರೇಜ್‌ಗೆ ಬೆಂಕಿ ತಗುಲಿದ ಪರಿಣಾಮ ವಾಹನಗಳು ಬೆಂಕಿಗೆ ಆಹುತಿಯಾಗಿರುವ ಘಟನೆ ನಡೆದಿದೆ. ರಿಪೇರಿಗಾಗಿ ನಿಲ್ಲಿಸಿದ್ದ 1 ಕಾರು ಹಾಗೂ 1 ಜೀಪು ಸಂಪೂರ್ಣ ಬೆಂಕಿಗೆ ಆಹುತಿಯಾಗಿದ್ದು ವರ್ಕ್‌ಶಾಪ್‌ನಲ್ಲಿದ್ದ ಬಿಡಿಭಾಗ ನಾಶವಾಗಿದೆ. ಅಗ್ನಿಶಾಮಕ ದಳದ ಸಿಬ್ಬಂದಿ ಸ್ಥಳಕ್ಕೆ ಆಗಮಿಸಿ ಬೆಂಕಿ ನಂದಿಸುವಲ್ಲಿ ಯಶಸ್ವಿಯಾದರು. ಆವರೇ ಹೊತ್ತು ಹೊರ ಹಾಕಿ ನಷ್ಟದ ಪ್ರಮಾಣವನ್ನು ತಗ್ಗಿಸುವಲ್ಲಿ ಯಶಸ್ವಿಯಾದರು. <box>728 955 1089 1029</box>
margin-mark <box>111 1155 126 1157</box>
page-word: ಪುಟ <box>188 169 201 179</box>
story-dhruvanarayan-col3: ನಾರಾಯಣ್ ಅವರ ಕಾರ್ಯವೈಖರಿ ಬಗ್ಗೆ ಮೆಚ್ಚುಗೆ ವ್ಯಕ್ತಪಡಿಸಿದರು. 544 ಲೋಕಸಭಾ ಸದಸ್ಯರಲ್ಲಿ ನಂಬರ್ 1 ಸ್ಥಾನದಲ್ಲಿ ಧ್ರುವನಾರಾಯಣ್ ಇದ್ದಾರೆ ಎಂದರು. <box>611 1511 815 1554</box>
story-soldiers-col5: ಪುಟ್ಟಪ್ಪ ವೃತ್ತದಲ್ಲಿ ಹುತಾತ್ಮ ಯೋಧರಿಗೆ ಶ್ರದ್ಧಾಂಜಲಿ ಮತ್ತು ನುಡಿ ನಮನ ಕಾರ್ಯಕ್ರಮ ನಡೆಯಿತು. ದೇಶರಕ್ಷಣೆಗಾಗಿ ಪ್ರಾಣತ್ಯಾಗ ಮಾಡಿದ ವೀರ ಯೋಧರಿಗೆ ಪುಷ್ಪಾರ್ಚನೆ ಮಾಡಿ ನಮನ ಸಲ್ಲಿಸಿದರು. ಮುಖ್ಯ ರಸ್ತೆಯಲ್ಲಿ ಮೆರವಣಿಗೆ ನಡೆಸಿ ಟಸ್ ನಿಲ್ದಾಣದ ಎದುರು ಜಮಾಯಿಸಿ ಶ್ರದ್ಧಾಂಜಲಿ ಅರ್ಪಿಸಿದರು. ಸುಮಾರು 500 ಕ್ಕೂ ಅಧಿಕ ನಾಗರಿಕರು ಪಾಲ್ಗೊಂಡಿದ್ದರು. <box>806 272 1083 346</box>
photo-candle-vigil <box>181 798 714 1050</box>
story-bike-collision-body: ಚಾಮರಾಜನಗರ, ಫೆ.16(ಎಸ್‌ಎಸ್)– ಎರಡು ಬೈಕ್‌ಗಳ ನಡುವೆ ಮುಖಾಮುಖಿ ಡಿಕ್ಕಿ ಸಂಭವಿಸಿ ಇಬ್ಬರು ಬೈಕ್ ಸವಾರರು ಸ್ಥಳದಲ್ಲಿಯೇ ಮೃತಪಟ್ಟಿರುವ ಘಟನೆ ತಾಲೂಕಿನ ಬದನಗುಪ್ಪೆ ಗ್ರಾಮದ ಬಳಿ ಶನಿವಾರ ನಡೆದಿದೆ. ತಾಲೂಕಿನ ಹೊನ್ನಹಳ್ಳಿ ಗ್ರಾಮದ ನಿವಾಸಿ ಕುಮಾರ್ (25) ಮತ್ತು ಬದನಗುಪ್ಪೆ ಗ್ರಾಮದ ರಾಜು (50) ಮೃತಪಟ್ಟವರು. ಕುಮಾರ್ ಹೊನ್ನಹಳ್ಳಿಯಿಂದ ಚಾಮರಾಜನಗರಕ್ಕೆ ಬೈಕ್‌ನಲ್ಲಿ ಬರುತ್ತಿದ್ದಾಗ ಎದುರಿನಿಂದ ಬಂದ ಬೈಕ್ ಡಿಕ್ಕಿ ಹೊಡೆದಿದೆ. ಘಟನೆ ಸಂಬಂಧ ಗ್ರಾಮಾಂತರ ಪೊಲೀಸ್ ಠಾಣೆಯಲ್ಲಿ ಪ್ರಕರಣ ದಾಖಲಾಗಿದೆ. <box>1106 1738 1442 1812</box>
story-soldiers-col4: ಪದಾಧಿಕಾರಿಗಳು, ಸಾರ್ವಜನಿಕರು ಕಾರ್ಯಕ್ರಮದಲ್ಲಿ ಭಾಗವಹಿಸಿ, ಅಗಲಿದ ಯೋಧರಿಗೆ ಶ್ರದ್ಧಾಂಜಲಿ ಸಲ್ಲಿಸಿದರು. ನ್ಯಾಯಾಲಯದಲ್ಲಿ: ಇಲ್ಲಿನ ನ್ಯಾಯಾಲಯ ಆವರಣದಲ್ಲಿ ವಕೀಲರ ಸಂಘದ ವತಿಯಿಂದ ಹುತಾತ್ಮ ಯೋಧರಿಗೆ ಶ್ರದ್ಧಾಂಜಲಿ ಸಲ್ಲಿಸಲಾಯಿತು. ಗೋಣಿಕೊಪ್ಪಲು ವರದಿ: ಕುಶಾಲನಗರ ವರದಿ: <box>653 576 801 697</box>
photo-teachers-protest <box>181 1694 635 1847</box>
box-terrorists <box>1098 1231 1450 1643</box>
